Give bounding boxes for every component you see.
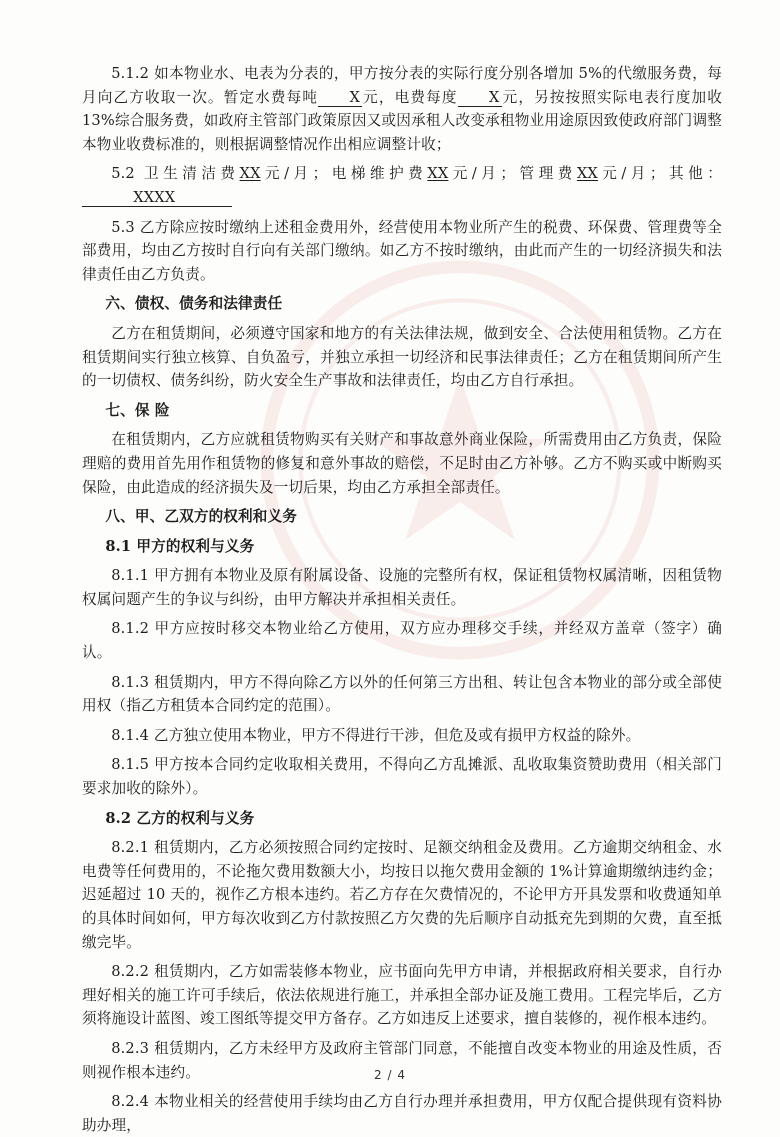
subsection-heading-8-1: 8.1 甲方的权利与义务 <box>105 537 255 555</box>
other-fee-blank: XXXX <box>82 190 232 207</box>
cleaning-fee-value: XX <box>239 165 261 183</box>
clause-8-2-2: 8.2.2 租赁期内，乙方如需装修本物业，应书面向先甲方申请，并根据政府相关要求，自行办理好相关的施工许可手续后，依法依规进行施工，并承担全部办证及施工费用。工程完毕后，乙方须将施设计蓝图、竣工图纸等提交甲方备存。乙方如违反上述要求，擅自装修的，视作根本违约。 <box>82 963 722 1028</box>
section-heading-8: 八、甲、乙双方的权利和义务 <box>105 508 298 526</box>
clause-text: 5.2 卫生清洁费 <box>111 165 240 183</box>
water-fee-blank: X <box>318 90 362 107</box>
clause-8-1-1: 8.1.1 甲方拥有本物业及原有附属设备、设施的完整所有权，保证租赁物权属清晰，因租赁物权属问题产生的争议与纠纷，由甲方解决并承担相关责任。 <box>82 567 722 608</box>
clause-5-1-2 <box>82 62 722 156</box>
clause-8-2-4: 8.2.4 本物业相关的经营使用手续均由乙方自行办理并承担费用，甲方仅配合提供现有资料协助办理， <box>82 1093 722 1134</box>
section-heading-6: 六、债权、债务和法律责任 <box>105 295 283 313</box>
electricity-fee-blank: X <box>458 90 502 107</box>
clause-text: 元/月；电梯维护费 <box>260 165 428 183</box>
page-number: 2 / 4 <box>374 1068 406 1082</box>
clause-8-2-1: 8.2.1 租赁期内，乙方必须按照合同约定按时、足额交纳租金及费用。乙方逾期交纳租金、水电费等任何费用的，不论拖欠费用数额大小，均按日以拖欠费用金额的 1%计算逾期缴纳违约金；迟延超过 10 天的，视作乙方根本违约。若乙方存在欠费情况的，不论甲方开具发票和收费通知单的具体时间如何，甲方每次收到乙方付款按照乙方欠费的先后顺序自动抵充先到期的欠费，直至抵缴完毕。 <box>82 839 722 951</box>
clause-text: 元，电费每度 <box>362 88 458 106</box>
management-fee-value: XX <box>576 165 598 183</box>
clause-8-1-5: 8.1.5 甲方按本合同约定收取相关费用，不得向乙方乱摊派、乱收取集资赞助费用（相关部门要求加收的除外）。 <box>82 756 722 798</box>
clause-text: 元/月；管理费 <box>448 165 577 183</box>
document-body <box>82 62 722 1137</box>
clause-8-1-4: 8.1.4 乙方独立使用本物业，甲方不得进行干涉，但危及或有损甲方权益的除外。 <box>111 726 641 744</box>
clause-8-1-2: 8.1.2 甲方应按时移交本物业给乙方使用，双方应办理移交手续，并经双方盖章（签字）确认。 <box>82 620 722 662</box>
elevator-fee-value: XX <box>427 165 449 183</box>
clause-5-3: 5.3 乙方除应按时缴纳上述租金费用外，经营使用本物业所产生的税费、环保费、管理费等全部费用，均由乙方按时自行向有关部门缴纳。如乙方不按时缴纳，由此而产生的一切经济损失和法律责任由乙方负责。 <box>82 218 722 283</box>
clause-5-2 <box>82 162 722 209</box>
clause-text: 5.1.2 如本物业水、电表为分表的，甲方按分表的实际行度分别各增加 5%的代缴服务费，每月向乙方收取一次。暂定水费每吨 <box>82 65 722 106</box>
clause-text: 元/月；其他： <box>597 165 722 183</box>
clause-8-2-3: 8.2.3 租赁期内，乙方未经甲方及政府主管部门同意，不能擅自改变本物业的用途及性质，否则视作根本违约。 <box>82 1039 722 1081</box>
section-heading-7: 七、保 险 <box>105 401 170 419</box>
subsection-heading-8-2: 8.2 乙方的权利与义务 <box>105 809 255 827</box>
clause-text: 元，另按按照实际电表行度加收 13%综合服务费，如政府主管部门政策原因又或因承租人改变承租物业用途原因致使政府部门调整本物业收费标准的，则根据调整情况作出相应调整计收； <box>82 88 722 153</box>
clause-6: 乙方在租赁期间，必须遵守国家和地方的有关法律法规，做到安全、合法使用租赁物。乙方在租赁期间实行独立核算、自负盈亏，并独立承担一切经济和民事法律责任；乙方在租赁期间所产生的一切债权、债务纠纷，防火安全生产事故和法律责任，均由乙方自行承担。 <box>82 324 722 390</box>
clause-8-1-3: 8.1.3 租赁期内，甲方不得向除乙方以外的任何第三方出租、转让包含本物业的部分或全部使用权（指乙方租赁本合同约定的范围）。 <box>82 673 722 715</box>
clause-7: 在租赁期内，乙方应就租赁物购买有关财产和事故意外商业保险，所需费用由乙方负责，保险理赔的费用首先用作租赁物的修复和意外事故的赔偿，不足时由乙方补够。乙方不购买或中断购买保险，由此造成的经济损失及一切后果，均由乙方承担全部责任。 <box>82 431 722 496</box>
